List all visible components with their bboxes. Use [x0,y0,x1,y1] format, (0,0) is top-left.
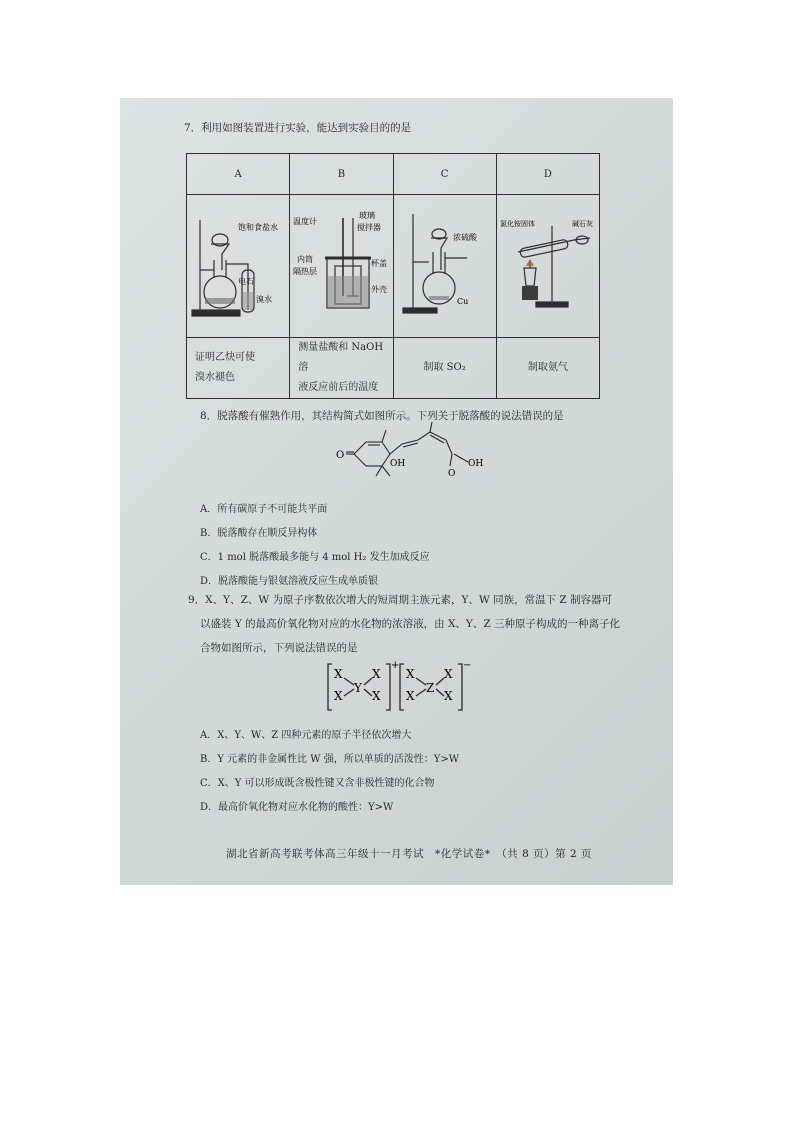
label-stirrer: 搅拌器 [357,222,382,232]
so2-generator-diagram [395,200,495,330]
q7-apparatus-d [496,195,599,338]
q7-purpose-a-line2: 溴水褪色 [195,372,235,383]
label-thermometer: 温度计 [293,216,318,226]
q7-stem: 7．利用如图装置进行实验，能达到实验目的的是 [184,122,412,134]
label-calcium-carbide: 电石 [238,276,255,286]
ion-x-6: X [406,689,415,703]
q8-option-d: D．脱落酸能与银氨溶液反应生成单质银 [200,576,379,587]
ion-center-z: Z [426,681,435,695]
label-outer-shell: 外壳 [371,284,388,294]
label-soda-lime: 碱石灰 [571,219,593,228]
ion-charge-plus: + [391,660,400,671]
label-insulation: 隔热层 [293,266,318,276]
label-inner-cup: 内筒 [297,254,314,264]
ion-x-1: X [334,667,343,681]
q7-purpose-a [187,338,290,399]
calorimeter-diagram [291,200,391,330]
label-hydroxyl: OH [390,459,406,469]
label-carboxyl-oxygen: O [448,469,456,479]
q7-header-b: B [290,154,393,195]
q8-option-c: C．1 mol 脱落酸最多能与 4 mol H₂ 发生加成反应 [200,552,430,563]
label-ketone-oxygen: O [336,450,345,461]
q8-stem: 8．脱落酸有催熟作用，其结构简式如图所示。下列关于脱落酸的说法错误的是 [200,410,564,422]
q7-purpose-c: 制取 SO₂ [393,338,496,399]
label-conc-sulfuric-acid: 浓硫酸 [452,232,477,242]
label-copper: Cu [456,296,468,306]
exam-page-photo [120,98,673,885]
q7-apparatus-b [290,195,393,338]
acetylene-apparatus-diagram [188,200,288,330]
abscisic-acid-structure [332,420,502,482]
label-bromine-water: 溴水 [256,294,273,304]
label-ammonium-chloride: 氯化铵固体 [499,219,535,228]
q7-purpose-d: 制取氨气 [496,338,599,399]
ion-charge-minus: − [463,660,472,671]
label-glass: 玻璃 [359,210,376,220]
q8-option-a: A．所有碳原子不可能共平面 [200,504,328,515]
label-lid: 杯盖 [371,258,388,268]
ion-center-y: Y [354,681,362,695]
q9-stem-line2: 以盛装 Y 的最高价氧化物对应的水化物的浓溶液，由 X、Y、Z 三种原子构成的一种离子化 [200,618,620,630]
q9-option-d: D．最高价氧化物对应水化物的酸性：Y>W [200,802,394,813]
ion-x-3: X [372,667,381,681]
q7-header-a: A [187,154,290,195]
q9-option-c: C．X、Y 可以形成既含极性键又含非极性键的化合物 [200,778,435,789]
q9-stem-line3: 合物如图所示，下列说法错误的是 [200,642,358,654]
q7-purpose-a-line1: 证明乙炔可使 [195,352,255,363]
q7-purpose-b-line1: 测量盐酸和 NaOH 溶 [298,342,384,373]
q7-apparatus-c [393,195,496,338]
ionic-compound-structure [324,658,474,718]
q9-stem-line1: 9．X、Y、Z、W 为原子序数依次增大的短周期主族元素，Y、W 同族，常温下 Z 制容器可 [188,594,613,606]
ion-x-8: X [444,689,453,703]
q9-option-a: A．X、Y、W、Z 四种元素的原子半径依次增大 [200,730,412,741]
q7-header-d: D [496,154,599,195]
q7-purpose-b-line2: 液反应前后的温度 [298,382,379,393]
label-saturated-brine: 饱和食盐水 [238,222,279,232]
q7-purpose-b [290,338,393,399]
ion-x-5: X [406,667,415,681]
ion-x-4: X [372,689,381,703]
q7-apparatus-a [187,195,290,338]
q7-header-c: C [393,154,496,195]
q8-option-b: B．脱落酸存在顺反异构体 [200,528,318,539]
ion-x-2: X [334,689,343,703]
q7-experiment-table [186,153,600,399]
ion-x-7: X [444,667,453,681]
q9-option-b: B．Y 元素的非金属性比 W 强，所以单质的活泼性：Y>W [200,754,460,765]
ammonia-generator-diagram [498,200,598,330]
page-footer: 湖北省新高考联考体高三年级十一月考试 *化学试卷* （共 8 页）第 2 页 [226,848,592,860]
label-carboxyl-oh: OH [468,459,484,469]
